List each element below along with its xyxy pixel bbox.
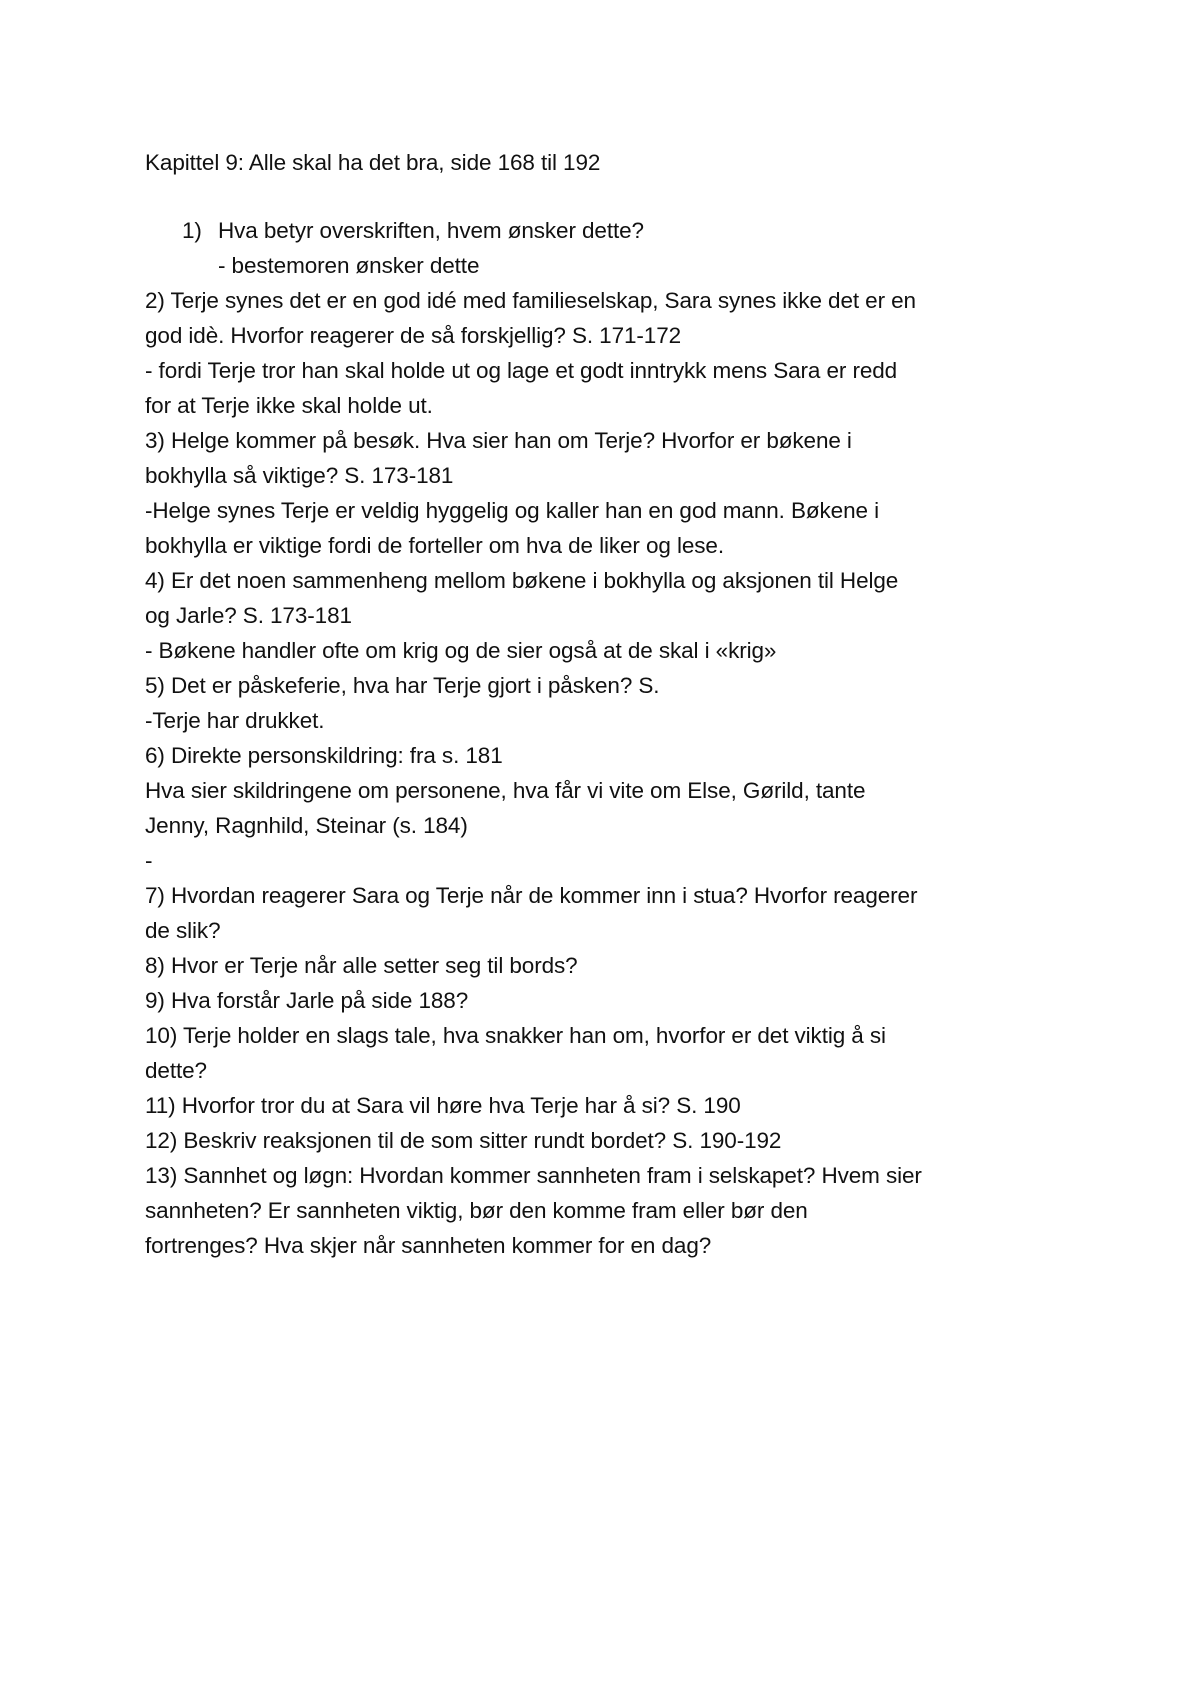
text-line: Jenny, Ragnhild, Steinar (s. 184) — [145, 813, 468, 838]
text-line: bokhylla er viktige fordi de forteller om hva de liker og lese. — [145, 533, 724, 558]
text-line: fortrenges? Hva skjer når sannheten kommer for en dag? — [145, 1233, 712, 1258]
document-body — [145, 145, 1075, 1263]
text-line: dette? — [145, 1058, 207, 1083]
document-title: Kapittel 9: Alle skal ha det bra, side 168 til 192 — [145, 150, 601, 175]
text-line: for at Terje ikke skal holde ut. — [145, 393, 433, 418]
text-line: bokhylla så viktige? S. 173-181 — [145, 463, 454, 488]
text-line: og Jarle? S. 173-181 — [145, 603, 352, 628]
text-line: - — [145, 848, 153, 873]
text-line: god idè. Hvorfor reagerer de så forskjellig? S. 171-172 — [145, 323, 682, 348]
text-line: 4) Er det noen sammenheng mellom bøkene i bokhylla og aksjonen til Helge — [145, 568, 899, 593]
answer-1: - bestemoren ønsker dette — [218, 253, 480, 278]
text-line: 7) Hvordan reagerer Sara og Terje når de kommer inn i stua? Hvorfor reagerer — [145, 883, 918, 908]
text-line: 10) Terje holder en slags tale, hva snakker han om, hvorfor er det viktig å si — [145, 1023, 886, 1048]
question-1 — [145, 213, 1075, 248]
text-line: 5) Det er påskeferie, hva har Terje gjort i påsken? S. — [145, 673, 660, 698]
text-line: 13) Sannhet og løgn: Hvordan kommer sannheten fram i selskapet? Hvem sier — [145, 1163, 922, 1188]
text-line: 12) Beskriv reaksjonen til de som sitter rundt bordet? S. 190-192 — [145, 1128, 782, 1153]
text-line: 9) Hva forstår Jarle på side 188? — [145, 988, 469, 1013]
question-1-number: 1) — [182, 218, 202, 243]
text-line: -Helge synes Terje er veldig hyggelig og kaller han en god mann. Bøkene i — [145, 498, 879, 523]
question-1-text: Hva betyr overskriften, hvem ønsker dette? — [218, 218, 644, 243]
text-line: 3) Helge kommer på besøk. Hva sier han om Terje? Hvorfor er bøkene i — [145, 428, 852, 453]
text-line: 8) Hvor er Terje når alle setter seg til bords? — [145, 953, 578, 978]
text-line: 6) Direkte personskildring: fra s. 181 — [145, 743, 503, 768]
text-line: - fordi Terje tror han skal holde ut og lage et godt inntrykk mens Sara er redd — [145, 358, 898, 383]
text-line: 2) Terje synes det er en god idé med familieselskap, Sara synes ikke det er en — [145, 288, 916, 313]
text-line: -Terje har drukket. — [145, 708, 325, 733]
text-line: de slik? — [145, 918, 221, 943]
text-line: - Bøkene handler ofte om krig og de sier også at de skal i «krig» — [145, 638, 777, 663]
text-line: Hva sier skildringene om personene, hva får vi vite om Else, Gørild, tante — [145, 778, 866, 803]
text-line: 11) Hvorfor tror du at Sara vil høre hva Terje har å si? S. 190 — [145, 1093, 741, 1118]
text-line: sannheten? Er sannheten viktig, bør den komme fram eller bør den — [145, 1198, 808, 1223]
